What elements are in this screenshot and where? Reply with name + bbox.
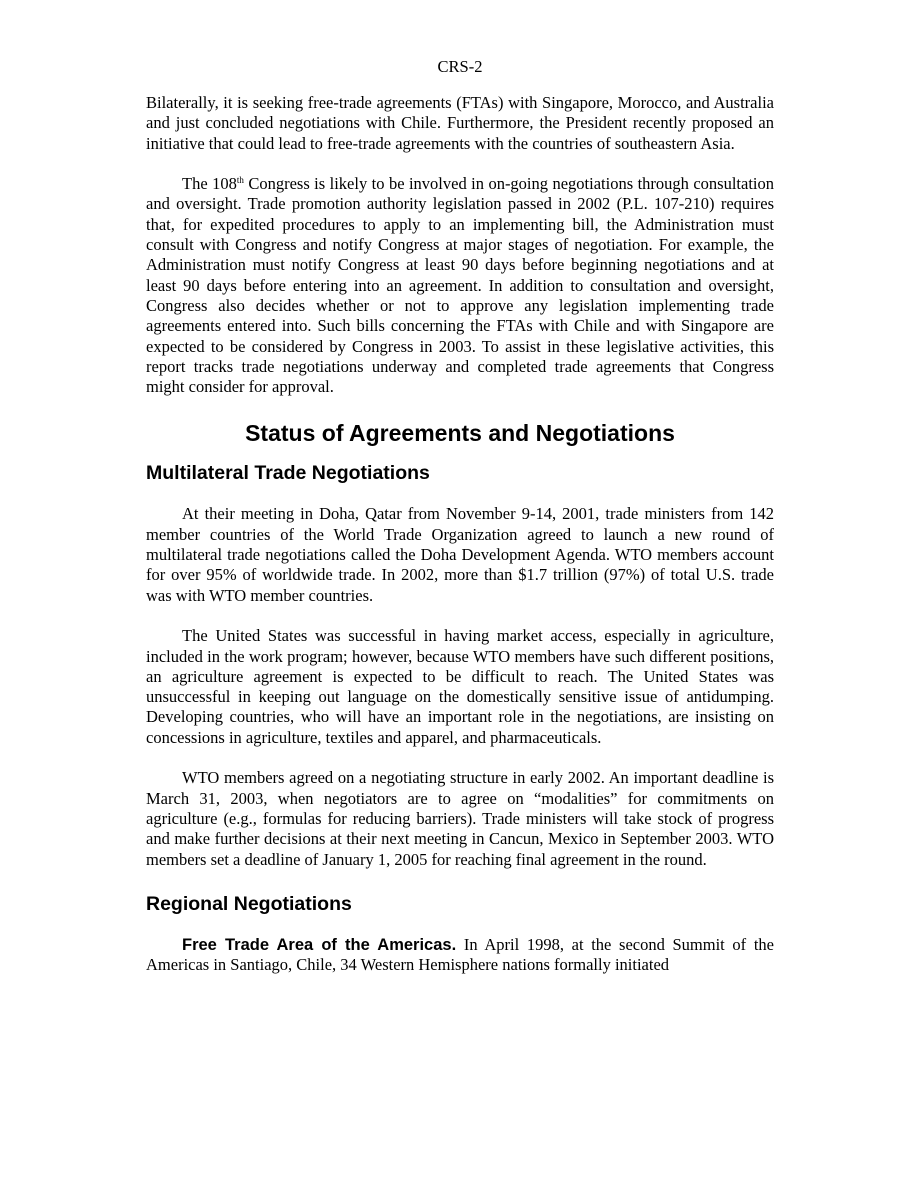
intro-paragraph-2-text: Congress is likely to be involved in on-going negotiations through consultation and oversight. Trade promotion authority legislation passed in 2002 (P.L. 107-210) requires that, for expedited procedures to apply to an implementing bill, the Administration must consult with Congress and notify Congress at major stages of negotiation. For example, the Administration must notify Congress at least 90 days before beginning negotiations and at least 90 days before entering into an agreement. In addition to consultation and oversight, Congress also decides whether or not to approve any legislation implementing trade agreements entered into. Such bills concerning the FTAs with Chile and with Singapore are expected to be considered by Congress in 2003. To assist in these legislative activities, this report tracks trade negotiations underway and completed trade agreements that Congress might consider for approval. — [146, 174, 775, 397]
ftaa-run-in-heading: Free Trade Area of the Americas. — [182, 935, 457, 954]
multilateral-paragraph-3: WTO members agreed on a negotiating structure in early 2002. An important deadline is March 31, 2003, when negotiators are to agree on “modalities” for commitments on agriculture (e.g., formulas for reducing barriers). Trade ministers will take stock of progress and make further decisions at their next meeting in Cancun, Mexico in September 2003. WTO members set a deadline of January 1, 2005 for reaching final agreement in the round. — [146, 768, 774, 869]
page-number-header: CRS-2 — [437, 57, 483, 76]
section-title: Status of Agreements and Negotiations — [245, 420, 675, 447]
congress-number: The 108 — [182, 174, 237, 194]
ftaa-paragraph — [146, 935, 774, 976]
ordinal-superscript: th — [236, 175, 244, 186]
intro-paragraph-1: Bilaterally, it is seeking free-trade agreements (FTAs) with Singapore, Morocco, and Australia and just concluded negotiations with Chile. Furthermore, the President recently proposed an initiative that could lead to free-trade agreements with the countries of southeastern Asia. — [146, 93, 774, 153]
regional-heading: Regional Negotiations — [146, 892, 352, 915]
document-body — [146, 93, 774, 975]
multilateral-heading: Multilateral Trade Negotiations — [146, 462, 430, 485]
ftaa-paragraph-text: In April 1998, at the second Summit of the Americas in Santiago, Chile, 34 Western Hemisphere nations formally initiated — [146, 934, 774, 975]
multilateral-paragraph-1: At their meeting in Doha, Qatar from November 9-14, 2001, trade ministers from 142 member countries of the World Trade Organization agreed to launch a new round of multilateral trade negotiations called the Doha Development Agenda. WTO members account for over 95% of worldwide trade. In 2002, more than $1.7 trillion (97%) of total U.S. trade was with WTO member countries. — [146, 504, 774, 605]
intro-paragraph-2 — [146, 174, 774, 397]
multilateral-paragraph-2: The United States was successful in having market access, especially in agriculture, included in the work program; however, because WTO members have such different positions, an agriculture agreement is expected to be difficult to reach. The United States was unsuccessful in keeping out language on the domestically sensitive issue of antidumping. Developing countries, who will have an important role in the negotiations, are insisting on concessions in agriculture, textiles and apparel, and pharmaceuticals. — [146, 626, 774, 747]
